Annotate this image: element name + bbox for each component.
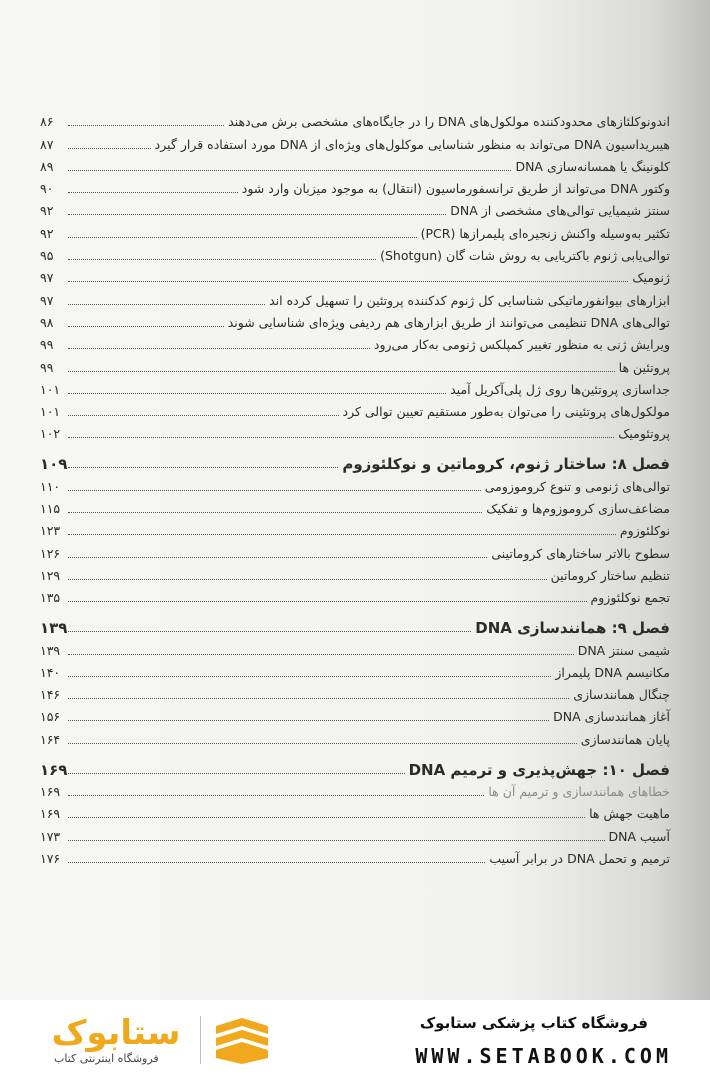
toc-entry-row	[40, 286, 670, 308]
logo-wordmark-text: ستابوک	[51, 1013, 181, 1052]
store-footer	[0, 1000, 710, 1079]
toc-entry-title: ژنومیک	[632, 270, 670, 286]
toc-page-number: ۱۰۱	[40, 381, 61, 397]
toc-page-number: ۱۳۹	[40, 642, 61, 658]
toc-entry-row	[40, 822, 670, 844]
dotted-leader	[68, 698, 569, 699]
toc-entry-title: فصل ۹: همانندسازی DNA	[475, 619, 670, 638]
toc-entry-row	[40, 153, 670, 175]
toc-entry-title: تکثیر به‌وسیله واکنش زنجیره‌ای پلیمرازها (PCR)	[420, 225, 670, 241]
toc-page-number: ۱۵۶	[40, 709, 61, 725]
dotted-leader	[68, 512, 482, 513]
dotted-leader	[68, 281, 628, 282]
dotted-leader	[68, 125, 224, 126]
dotted-leader	[68, 214, 446, 215]
toc-page-number: ۹۹	[40, 337, 54, 353]
dotted-leader	[68, 743, 577, 744]
dotted-leader	[68, 795, 484, 796]
toc-entry-title: کلونینگ یا همسانه‌سازی DNA	[515, 158, 670, 174]
dotted-leader	[68, 840, 605, 841]
toc-page-number: ۹۲	[40, 225, 54, 241]
toc-entry-row	[40, 562, 670, 584]
dotted-leader	[68, 259, 376, 260]
toc-page-number: ۱۳۹	[40, 619, 68, 638]
toc-entry-row	[40, 845, 670, 867]
toc-entry-title: آسیب DNA	[608, 828, 670, 844]
toc-entry-title: نوکلئوزوم	[619, 523, 670, 539]
dotted-leader	[68, 467, 338, 468]
dotted-leader	[68, 862, 485, 863]
toc-entry-row	[40, 495, 670, 517]
dotted-leader	[68, 348, 370, 349]
toc-entry-row	[40, 420, 670, 442]
toc-chapter-row	[40, 610, 670, 636]
toc-entry-row	[40, 242, 670, 264]
logo-subtitle: فروشگاه اینترنتی کتاب	[54, 1052, 159, 1065]
toc-entry-title: جداسازی پروتئین‌ها روی ژل پلی‌آکریل آمید	[450, 381, 670, 397]
dotted-leader	[68, 304, 265, 305]
toc-entry-title: خطاهای همانندسازی و ترمیم آن ها	[488, 784, 670, 800]
toc-entry-row	[40, 584, 670, 606]
dotted-leader	[68, 773, 405, 774]
toc-entry-title: وکتور DNA می‌تواند از طریق ترانسفورماسیون (انتقال) به موجود میزبان وارد شود	[241, 181, 670, 197]
toc-entry-title: سنتز شیمیایی توالی‌های مشخصی از DNA	[450, 203, 670, 219]
toc-page-number: ۸۹	[40, 158, 54, 174]
toc-entry-title: پایان همانندسازی	[580, 731, 670, 747]
toc-entry-row	[40, 659, 670, 681]
toc-page-number: ۱۶۴	[40, 731, 61, 747]
toc-entry-row	[40, 539, 670, 561]
toc-page-number: ۱۳۵	[40, 590, 61, 606]
toc-entry-row	[40, 309, 670, 331]
toc-page-number: ۹۰	[40, 181, 54, 197]
toc-entry-title: تنظیم ساختار کروماتین	[550, 567, 670, 583]
toc-page-number: ۱۱۵	[40, 501, 61, 517]
toc-page-number: ۸۶	[40, 114, 54, 130]
dotted-leader	[68, 393, 446, 394]
dotted-leader	[68, 437, 614, 438]
toc-entry-title: فصل ۱۰: جهش‌پذیری و ترمیم DNA	[408, 760, 670, 779]
toc-page-number: ۱۶۹	[40, 784, 61, 800]
dotted-leader	[68, 720, 549, 721]
toc-page-number: ۹۷	[40, 270, 54, 286]
toc-page-number: ۱۴۰	[40, 664, 61, 680]
toc-entry-row	[40, 725, 670, 747]
toc-entry-row	[40, 472, 670, 494]
toc-entry-title: توالی‌های ژنومی و تنوع کروموزومی	[484, 478, 670, 494]
toc-entry-row	[40, 197, 670, 219]
toc-entry-row	[40, 681, 670, 703]
dotted-leader	[68, 601, 587, 602]
toc-chapter-row	[40, 446, 670, 472]
toc-entry-title: شیمی سنتز DNA	[577, 642, 670, 658]
dotted-leader	[68, 415, 339, 416]
toc-entry-title: سطوح بالاتر ساختارهای کروماتینی	[491, 545, 670, 561]
toc-entry-title: آغاز همانندسازی DNA	[553, 709, 670, 725]
toc-page-number: ۱۰۹	[40, 455, 68, 474]
toc-page-number: ۹۵	[40, 248, 54, 264]
toc-entry-row	[40, 353, 670, 375]
toc-page-number: ۱۱۰	[40, 478, 61, 494]
toc-entry-row	[40, 331, 670, 353]
toc-page-number: ۱۰۱	[40, 404, 61, 420]
toc-page-number: ۱۷۳	[40, 828, 61, 844]
toc-page-number: ۱۶۹	[40, 806, 61, 822]
toc-entry-title: توالی‌های DNA تنظیمی می‌توانند از طریق ابزارهای هم ردیفی ویژه‌ای شناسایی شوند	[227, 314, 670, 330]
toc-entry-title: اندونوکلئازهای محدودکننده مولکول‌های DNA را در جایگاه‌های مشخصی برش می‌دهند	[228, 114, 670, 130]
toc-entry-title: مولکول‌های پروتئینی را می‌توان به‌طور مستقیم تعیین توالی کرد	[342, 404, 670, 420]
dotted-leader	[68, 170, 511, 171]
toc-entry-title: توالی‌یابی ژنوم باکتریایی به روش شات گان (Shotgun)	[380, 248, 670, 264]
toc-entry-row	[40, 264, 670, 286]
toc-entry-row	[40, 175, 670, 197]
dotted-leader	[68, 557, 487, 558]
toc-entry-title: پروتئین ها	[618, 359, 670, 375]
toc-page-number: ۱۴۶	[40, 687, 61, 703]
dotted-leader	[68, 579, 547, 580]
toc-entry-row	[40, 636, 670, 658]
toc-page-number: ۱۲۶	[40, 545, 61, 561]
toc-entry-title: ماهیت جهش ها	[589, 806, 670, 822]
toc-page-number: ۹۹	[40, 359, 54, 375]
book-stack-icon	[212, 1016, 272, 1066]
toc-page-number: ۱۲۹	[40, 567, 61, 583]
toc-page-number: ۹۷	[40, 292, 54, 308]
toc-entry-title: ابزارهای بیوانفورماتیکی شناسایی کل ژنوم کدکننده پروتئین را تسهیل کرده اند	[269, 292, 670, 308]
toc-entry-title: تجمع نوکلئوزوم	[590, 590, 670, 606]
toc-entry-row	[40, 376, 670, 398]
table-of-contents	[40, 108, 670, 867]
toc-page-number: ۹۲	[40, 203, 54, 219]
toc-entry-row	[40, 108, 670, 130]
toc-entry-row	[40, 703, 670, 725]
dotted-leader	[68, 148, 151, 149]
toc-entry-title: هیبریداسیون DNA می‌تواند به منظور شناسایی موکلول‌های ویژه‌ای از DNA مورد استفاده قرار گیرد	[154, 136, 670, 152]
toc-entry-row	[40, 130, 670, 152]
logo-divider	[200, 1016, 201, 1064]
toc-page-number: ۸۷	[40, 136, 54, 152]
dotted-leader	[68, 817, 585, 818]
toc-entry-title: پروتئومیک	[618, 426, 670, 442]
toc-entry-row	[40, 800, 670, 822]
toc-entry-title: فصل ۸: ساختار ژنوم، کروماتین و نوکلئوزوم	[342, 455, 670, 474]
dotted-leader	[68, 676, 551, 677]
setabook-wordmark	[36, 1012, 196, 1052]
toc-entry-title: ویرایش ژنی به منظور تغییر کمپلکس ژنومی به‌کار می‌رود	[373, 337, 670, 353]
dotted-leader	[68, 371, 615, 372]
store-url[interactable]: WWW.SETABOOK.COM	[415, 1044, 672, 1068]
dotted-leader	[68, 237, 417, 238]
toc-entry-title: مضاعف‌سازی کروموزوم‌ها و تفکیک	[486, 501, 670, 517]
toc-page-number: ۱۶۹	[40, 760, 68, 779]
toc-page-number: ۱۲۳	[40, 523, 61, 539]
dotted-leader	[68, 654, 574, 655]
toc-entry-row	[40, 219, 670, 241]
dotted-leader	[68, 192, 238, 193]
dotted-leader	[68, 534, 616, 535]
toc-entry-row	[40, 517, 670, 539]
dotted-leader	[68, 631, 471, 632]
dotted-leader	[68, 326, 224, 327]
toc-chapter-row	[40, 752, 670, 778]
toc-page-number: ۱۰۲	[40, 426, 61, 442]
toc-entry-title: مکانیسم DNA پلیمراز	[555, 664, 670, 680]
setabook-logo[interactable]	[36, 1010, 276, 1072]
toc-page-number: ۱۷۶	[40, 850, 61, 866]
dotted-leader	[68, 490, 481, 491]
toc-entry-title: ترمیم و تحمل DNA در برابر آسیب	[489, 850, 670, 866]
toc-entry-title: چنگال همانندسازی	[573, 687, 670, 703]
store-name: فروشگاه کتاب پزشکی ستابوک	[419, 1014, 648, 1032]
toc-entry-row	[40, 398, 670, 420]
toc-page-number: ۹۸	[40, 314, 54, 330]
toc-entry-row	[40, 778, 670, 800]
